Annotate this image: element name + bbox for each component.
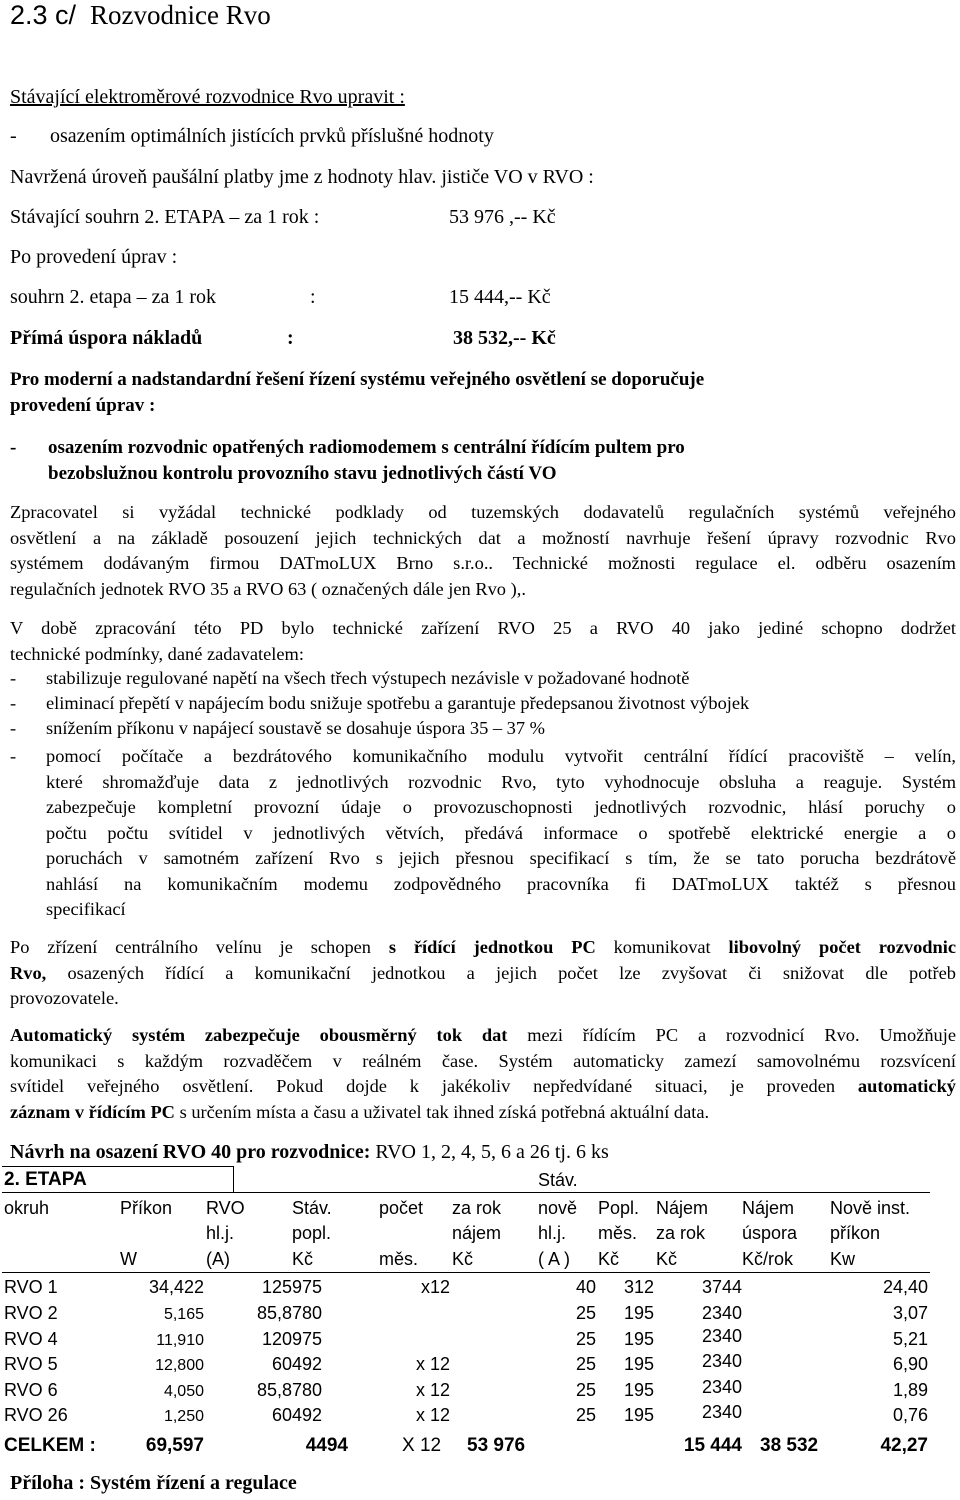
table-cell: 975 xyxy=(292,1277,323,1297)
table-cell: 25 xyxy=(575,1405,596,1425)
table-cell: 60 xyxy=(271,1354,292,1374)
table-cell: x 12 xyxy=(415,1380,450,1400)
paragraph-line: Rvo, osazených řídící a komunikační jednotkou a jejich počet lze zvyšovat či snižovat dle potřeb xyxy=(10,962,956,983)
modern-bullet-dash: - xyxy=(10,437,17,458)
table-cell: 312 xyxy=(623,1277,654,1297)
bullet-dash: - xyxy=(10,668,17,688)
table-cell: 492 xyxy=(292,1354,323,1374)
section-heading xyxy=(10,0,271,30)
bullet-dash: - xyxy=(10,718,17,738)
table-row-label: RVO 2 xyxy=(4,1303,58,1323)
table-cell: 11,910 xyxy=(156,1332,204,1349)
table-cell: 5,21 xyxy=(892,1329,928,1349)
table-header-cell: Nájem xyxy=(656,1198,709,1218)
bullet-line: poruchách v samotném zařízení Rvo s jejich přesnou specifikací s tím, že se tato porucha bezdrátově xyxy=(46,848,956,868)
total-inst: 42,27 xyxy=(880,1435,928,1456)
bullet-stabilize: stabilizuje regulované napětí na všech třech výstupech nezávisle v požadované hodnotě xyxy=(46,668,690,688)
paragraph-central xyxy=(10,935,956,1012)
table-header-cell: Kč xyxy=(452,1249,474,1269)
table-header-cell: Nově inst. xyxy=(830,1198,911,1218)
table-cell: 2340 xyxy=(701,1326,742,1346)
total-uspora: 38 532 xyxy=(760,1435,819,1456)
bullet-overvoltage: eliminací přepětí v napájecím bodu snižuje spotřebu a garantuje předepsanou životnost výbojek xyxy=(46,693,750,713)
bullet-line: zabezpečuje kompletní provozní údaje o provozuschopnosti jednotlivých rozvodnic, hlásí poruchy o xyxy=(46,797,956,817)
table-row-label: RVO 26 xyxy=(4,1405,68,1425)
modern-line-2: provedení úprav : xyxy=(10,395,156,416)
bullet-line: pomocí počítače a bezdrátového komunikačního modulu vytvořit centrální řídící pracoviště – velín, xyxy=(46,746,956,766)
paragraph-line: regulačních jednotek RVO 35 a RVO 63 ( označených dále jen Rvo ),. xyxy=(10,578,526,599)
table-cell: 5,165 xyxy=(163,1306,204,1323)
current-sum-value: 53 976 ,-- Kč xyxy=(449,206,556,228)
table-header-cell: Stáv. xyxy=(292,1198,332,1218)
paragraph-line: systémem dodávaným firmou DATmoLUX Brno s.r.o.. Technické možnosti regulace el. odběru osazením xyxy=(10,553,956,573)
after-sum-label: souhrn 2. etapa – za 1 rok xyxy=(10,286,217,308)
bullet-control-center xyxy=(46,744,956,923)
table-row-label: RVO 5 xyxy=(4,1354,58,1374)
table-header-cell: příkon xyxy=(830,1223,881,1243)
table-header-cell: nově xyxy=(538,1198,578,1218)
table-cell: 2340 xyxy=(701,1351,742,1371)
paragraph-line: komunikaci s každým rozvaděčem v reálném čase. Systém automaticky zamezí samovolnému rozsvícení xyxy=(10,1050,956,1071)
total-label: CELKEM : xyxy=(4,1435,96,1456)
bullet-power-reduction: snížením příkonu v napájecí soustavě se dosahuje úspora 35 – 37 % xyxy=(46,718,545,738)
table-cell: 6,90 xyxy=(892,1354,928,1374)
bullet-dash: - xyxy=(10,746,17,766)
paragraph-device xyxy=(10,616,956,667)
table-header-cell: W xyxy=(120,1249,137,1269)
table-border xyxy=(2,1192,930,1193)
existing-title: Stávající elektroměrové rozvodnice Rvo upravit : xyxy=(10,86,405,108)
table-cell: 0,76 xyxy=(892,1405,928,1425)
table-cell: 3,07 xyxy=(892,1303,928,1323)
modern-bullet-line-2: bezobslužnou kontrolu provozního stavu jednotlivých částí VO xyxy=(48,463,557,484)
table-header-cell: Kč xyxy=(292,1249,314,1269)
proposal-line xyxy=(10,1140,609,1164)
table-cell: 25 xyxy=(575,1380,596,1400)
table-header-cell: Příkon xyxy=(120,1198,173,1218)
table-cell: 2340 xyxy=(701,1377,742,1397)
table-cell: 34,422 xyxy=(148,1277,204,1297)
table-header-cell: Kč/rok xyxy=(742,1249,794,1269)
paragraph-line: Automatický systém zabezpečuje obousměrný tok dat mezi řídícím PC a rozvodnicí Rvo. Umožňuje xyxy=(10,1025,956,1045)
table-cell: 125 xyxy=(261,1277,292,1297)
table-cell: 24,40 xyxy=(882,1277,928,1297)
table-header-cell: měs. xyxy=(598,1223,638,1243)
table-header-cell: Kw xyxy=(830,1249,856,1269)
section-number: 2.3 c/ xyxy=(10,0,77,30)
table-header-cell: Kč xyxy=(598,1249,620,1269)
saving-value: 38 532,-- Kč xyxy=(453,327,556,349)
after-sum-value: 15 444,-- Kč xyxy=(449,286,551,308)
table-cell: 25 xyxy=(575,1303,596,1323)
total-popl: 4494 xyxy=(305,1435,348,1456)
table-header-cell: okruh xyxy=(4,1198,50,1218)
table-row-label: RVO 6 xyxy=(4,1380,58,1400)
bullet-dash: - xyxy=(10,693,17,713)
table-cell: 12,800 xyxy=(155,1357,204,1374)
table-header-cell: nájem xyxy=(452,1223,502,1243)
table-cell: 40 xyxy=(575,1277,596,1297)
table-header-cell: (A) xyxy=(206,1249,230,1269)
after-sum-colon: : xyxy=(310,286,316,308)
table-header-cell: za rok xyxy=(656,1223,706,1243)
table-cell: 195 xyxy=(623,1405,654,1425)
bullet-line: nahlásí na komunikačním modemu zodpovědného pracovníka fi DATmoLUX taktéž s přesnou xyxy=(46,873,956,894)
table-header-cell: popl. xyxy=(292,1223,332,1243)
table-header-cell: měs. xyxy=(379,1249,419,1269)
paragraph-line: V době zpracování této PD bylo technické zařízení RVO 25 a RVO 40 jako jediné schopno dodržet xyxy=(10,618,956,638)
table-cell: x12 xyxy=(420,1277,450,1297)
table-header-cell: Kč xyxy=(656,1249,678,1269)
paragraph-line: Zpracovatel si vyžádal technické podklady od tuzemských dodavatelů regulačních systémů veřejného xyxy=(10,502,956,522)
table-cell: 195 xyxy=(623,1380,654,1400)
modern-bullet-line-1: osazením rozvodnic opatřených radiomodemem s centrální řídícím pultem pro xyxy=(48,437,685,458)
paragraph-line: záznam v řídícím PC s určením místa a času a uživatel tak ihned získá potřebná aktuální data. xyxy=(10,1101,710,1122)
table-cell: 25 xyxy=(575,1354,596,1374)
table-cell: 85,8 xyxy=(256,1303,292,1323)
proposed-fee-line: Navržená úroveň paušální platby jme z hodnoty hlav. jističe VO v RVO : xyxy=(10,166,594,188)
table-header-cell: ( A ) xyxy=(538,1249,571,1269)
total-najem: 15 444 xyxy=(683,1435,742,1456)
table-header-cell: za rok xyxy=(452,1198,502,1218)
table-cell: 85,8 xyxy=(256,1380,292,1400)
table-header-cell: úspora xyxy=(742,1223,798,1243)
table-cell: 195 xyxy=(623,1354,654,1374)
table-cell: 2340 xyxy=(701,1402,742,1422)
paragraph-line: osvětlení a na základě posouzení jejich technických dat a možností navrhuje řešení úpravy rozvodnic Rvo xyxy=(10,527,956,548)
table-etapa: 2. ETAPA xyxy=(4,1169,87,1190)
saving-colon: : xyxy=(287,327,294,349)
table-cell: 492 xyxy=(292,1405,323,1425)
after-label: Po provedení úprav : xyxy=(10,246,178,268)
table-cell: 4,050 xyxy=(163,1383,204,1400)
table-border xyxy=(233,1166,234,1192)
total-prikon: 69,597 xyxy=(145,1435,204,1456)
paragraph-line: Po zřízení centrálního velínu je schopen s řídící jednotkou PC komunikovat libovolný počet rozvodnic xyxy=(10,937,957,957)
paragraph-supplier xyxy=(10,500,956,602)
table-cell: 195 xyxy=(623,1303,654,1323)
bullet-line: počtu počtu svítidel v jednotlivých větvích, předává informace o spotřebě elektrické energie a o xyxy=(46,822,956,843)
proposal-label: Návrh na osazení RVO 40 pro rozvodnice: xyxy=(10,1141,371,1163)
paragraph-line: technické podmínky, dané zadavatelem: xyxy=(10,643,304,664)
table-header-cell: počet xyxy=(379,1198,424,1218)
table-cell: 195 xyxy=(623,1329,654,1349)
total-pocet: X 12 xyxy=(402,1435,442,1456)
table-cell: 25 xyxy=(575,1329,596,1349)
paragraph-automatic xyxy=(10,1023,956,1125)
table-cell: 780 xyxy=(292,1380,323,1400)
table-header-cell: Popl. xyxy=(598,1198,640,1218)
existing-bullet: osazením optimálních jistících prvků příslušné hodnoty xyxy=(50,125,494,147)
modern-line-1: Pro moderní a nadstandardní řešení řízení systému veřejného osvětlení se doporučuje xyxy=(10,369,705,390)
table-cell: 60 xyxy=(271,1405,292,1425)
paragraph-line: svítidel veřejného osvětlení. Pokud dojde k jakékoliv nepředvídané situaci, je proveden automatický xyxy=(10,1076,956,1096)
bullet-line: které shromažďuje data z jednotlivých rozvodnic Rvo, tyto vyhodnocuje obsluha a reaguje. Systém xyxy=(46,771,956,792)
table-cell: 2340 xyxy=(701,1303,742,1323)
appendix-line: Příloha : Systém řízení a regulace xyxy=(10,1472,297,1494)
section-title: Rozvodnice Rvo xyxy=(90,0,271,30)
table-cell: 975 xyxy=(292,1329,323,1349)
table-cell: 120 xyxy=(261,1329,292,1349)
table-row-label: RVO 1 xyxy=(4,1277,58,1297)
table-header-cell: RVO xyxy=(206,1198,245,1218)
table-border xyxy=(2,1166,234,1167)
table-cell: 1,89 xyxy=(892,1380,928,1400)
saving-label: Přímá úspora nákladů xyxy=(10,327,203,349)
proposal-value: RVO 1, 2, 4, 5, 6 a 26 tj. 6 ks xyxy=(370,1141,609,1163)
table-cell: 780 xyxy=(292,1303,323,1323)
table-border xyxy=(2,1272,930,1273)
paragraph-line: provozovatele. xyxy=(10,988,119,1008)
table-stav-top: Stáv. xyxy=(538,1170,578,1190)
table-row-label: RVO 4 xyxy=(4,1329,58,1349)
table-header-cell: Nájem xyxy=(742,1198,795,1218)
total-za-rok: 53 976 xyxy=(467,1435,526,1456)
table-header-cell: hl.j. xyxy=(538,1223,567,1243)
table-cell: 1,250 xyxy=(163,1408,204,1425)
table-cell: x 12 xyxy=(415,1354,450,1374)
current-sum-label: Stávající souhrn 2. ETAPA – za 1 rok : xyxy=(10,206,320,228)
table-cell: x 12 xyxy=(415,1405,450,1425)
table-header-cell: hl.j. xyxy=(206,1223,235,1243)
bullet-line: specifikací xyxy=(46,899,126,919)
table-cell: 3744 xyxy=(701,1277,742,1297)
existing-bullet-dash: - xyxy=(10,125,17,147)
